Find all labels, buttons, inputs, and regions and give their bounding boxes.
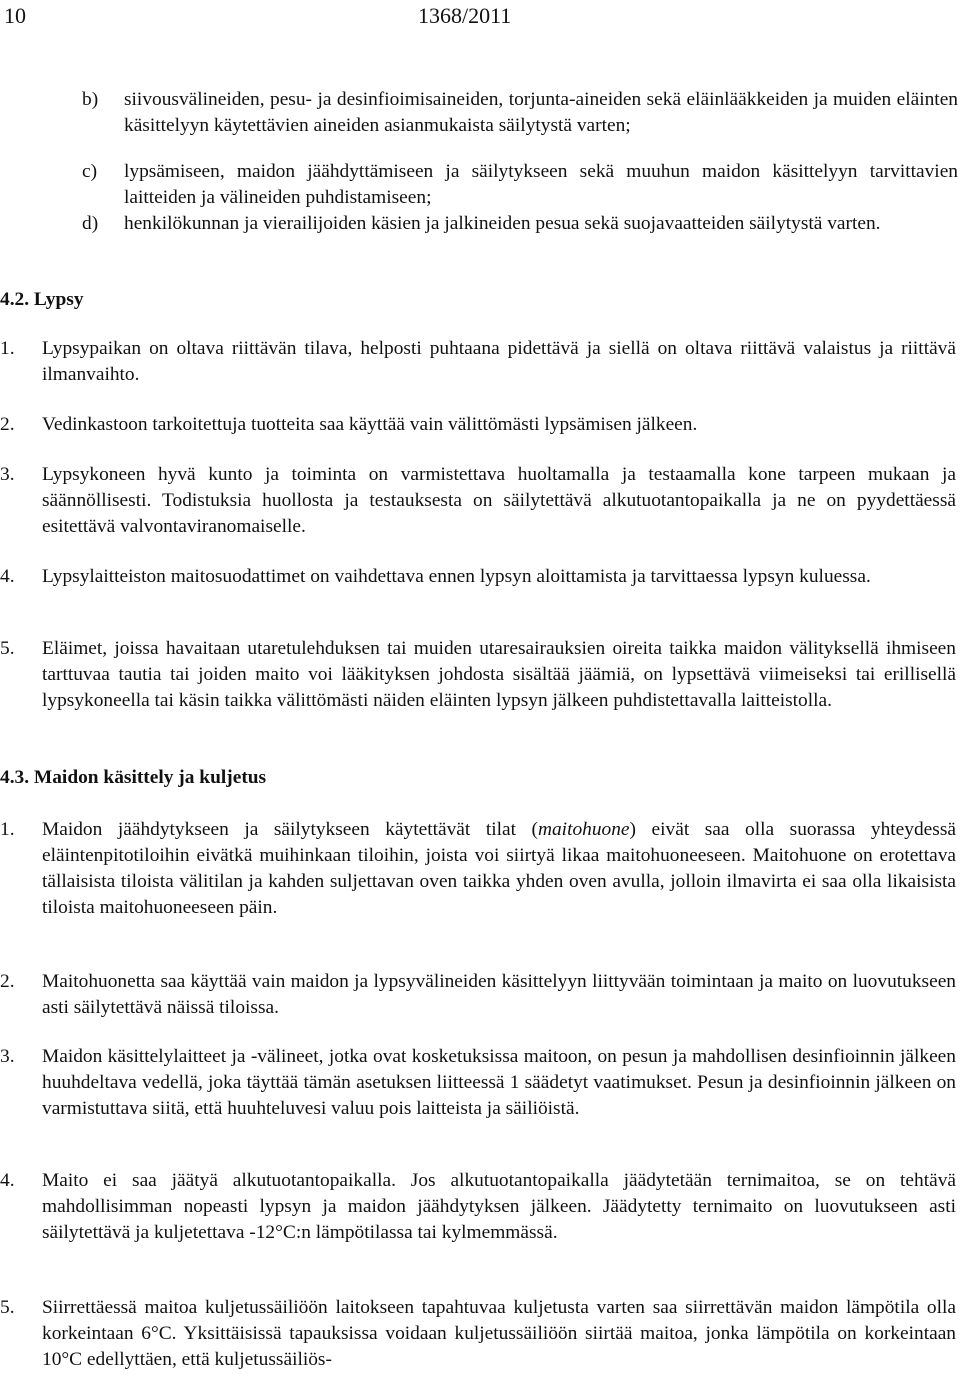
item-number: 4. [0, 566, 15, 587]
item-number: 3. [0, 464, 15, 485]
item-text: Lypsylaitteiston maitosuodattimet on vaihdettava ennen lypsyn aloittamista ja tarvittaessa lypsyn kuluessa. [42, 566, 871, 587]
item-number: 1. [0, 819, 15, 840]
item-number: 4. [0, 1170, 15, 1191]
list-label: d) [82, 213, 99, 234]
list-text: henkilökunnan ja vierailijoiden käsien ja jalkineiden pesua sekä suojavaatteiden säilytystä varten. [124, 213, 881, 234]
item-text-italic: maitohuone [537, 819, 630, 840]
item-text [42, 817, 956, 921]
item-text: Vedinkastoon tarkoitettuja tuotteita saa käyttää vain välittömästi lypsämisen jälkeen. [42, 414, 698, 435]
item-text: Siirrettäessä maitoa kuljetussäiliöön laitokseen tapahtuvaa kuljetusta varten saa siirrettävän maidon lämpötila olla korkeintaan 6°C. Yksittäisissä tapauksissa voidaan kuljetussäiliöön siirtää maitoa, jonka lämpötila on korkeintaan 10°C edellyttäen, että kuljetussäiliös- [42, 1297, 956, 1370]
item-text: Eläimet, joissa havaitaan utaretulehduksen tai muiden utaresairauksien oireita taikka maidon välityksellä ihmiseen tarttuvaa tautia tai joiden maito voi lääkityksen johdosta sisältää jäämiä, on lypsettävä viimeiseksi tai erillisellä lypsykoneella tai käsin taikka välittömästi näiden eläinten lypsyn jälkeen puhdistettavalla laitteistolla. [42, 638, 956, 711]
item-text-part: Maidon jäähdytykseen ja säilytykseen käytettävät tilat ( [42, 819, 538, 840]
section-heading: 4.2. Lypsy [0, 289, 84, 310]
item-text-part: ) eivät saa olla suorassa yhteydessä eläintenpitotiloihin eivätkä muihinkaan tiloihin, joista voi siirtyä likaa maitohuoneeseen. Maitohuone on erotettava tällaisista tiloista välitilan ja kahden suljettavan oven taikka yhden oven avulla, jolloin ilmavirta ei saa olla likaisista tiloista maitohuoneeseen päin. [42, 819, 956, 918]
item-number: 2. [0, 414, 15, 435]
document-id: 1368/2011 [418, 3, 512, 28]
list-text: siivousvälineiden, pesu- ja desinfioimisaineiden, torjunta-aineiden sekä eläinlääkkeiden ja muiden eläinten käsittelyyn käytettävien aineiden asianmukaista säilytystä varten; [124, 89, 958, 136]
item-text: Lypsykoneen hyvä kunto ja toiminta on varmistettava huoltamalla ja testaamalla kone tarpeen mukaan ja säännöllisesti. Todistuksia huollosta ja testauksesta on säilytettävä alkutuotantopaikalla ja ne on pyydettäessä esitettävä valvontaviranomaiselle. [42, 464, 956, 537]
section-heading: 4.3. Maidon käsittely ja kuljetus [0, 767, 267, 788]
item-number: 5. [0, 638, 15, 659]
item-text: Maito ei saa jäätyä alkutuotantopaikalla. Jos alkutuotantopaikalla jäädytetään ternimaitoa, se on tehtävä mahdollisimman nopeasti lypsyn ja maidon jäähdytyksen jälkeen. Jäädytetty ternimaito on luovutukseen asti säilytettävä ja kuljetettava -12°C:n lämpötilassa tai kylmemmässä. [42, 1170, 956, 1243]
list-label: c) [82, 161, 98, 182]
item-number: 3. [0, 1046, 15, 1067]
item-text: Maitohuonetta saa käyttää vain maidon ja lypsyvälineiden käsittelyyn liittyvään toimintaan ja maito on luovutukseen asti säilytettävä näissä tiloissa. [42, 971, 956, 1018]
item-number: 1. [0, 338, 15, 359]
item-text: Maidon käsittelylaitteet ja -välineet, jotka ovat kosketuksissa maitoon, on pesun ja mahdollisen desinfioinnin jälkeen huuhdeltava vedellä, joka täyttää tämän asetuksen liitteessä 1 säädetyt vaatimukset. Pesun ja desinfioinnin jälkeen on varmistuttava siitä, että huuhteluvesi valuu pois laitteista ja säiliöistä. [42, 1046, 956, 1119]
item-text: Lypsypaikan on oltava riittävän tilava, helposti puhtaana pidettävä ja siellä on oltava riittävä valaistus ja riittävä ilmanvaihto. [42, 338, 956, 385]
item-number: 2. [0, 971, 15, 992]
list-label: b) [82, 89, 99, 110]
item-number: 5. [0, 1297, 15, 1318]
page-number: 10 [4, 3, 26, 28]
list-text: lypsämiseen, maidon jäähdyttämiseen ja säilytykseen sekä muuhun maidon käsittelyyn tarvittavien laitteiden ja välineiden puhdistamiseen; [124, 161, 958, 208]
